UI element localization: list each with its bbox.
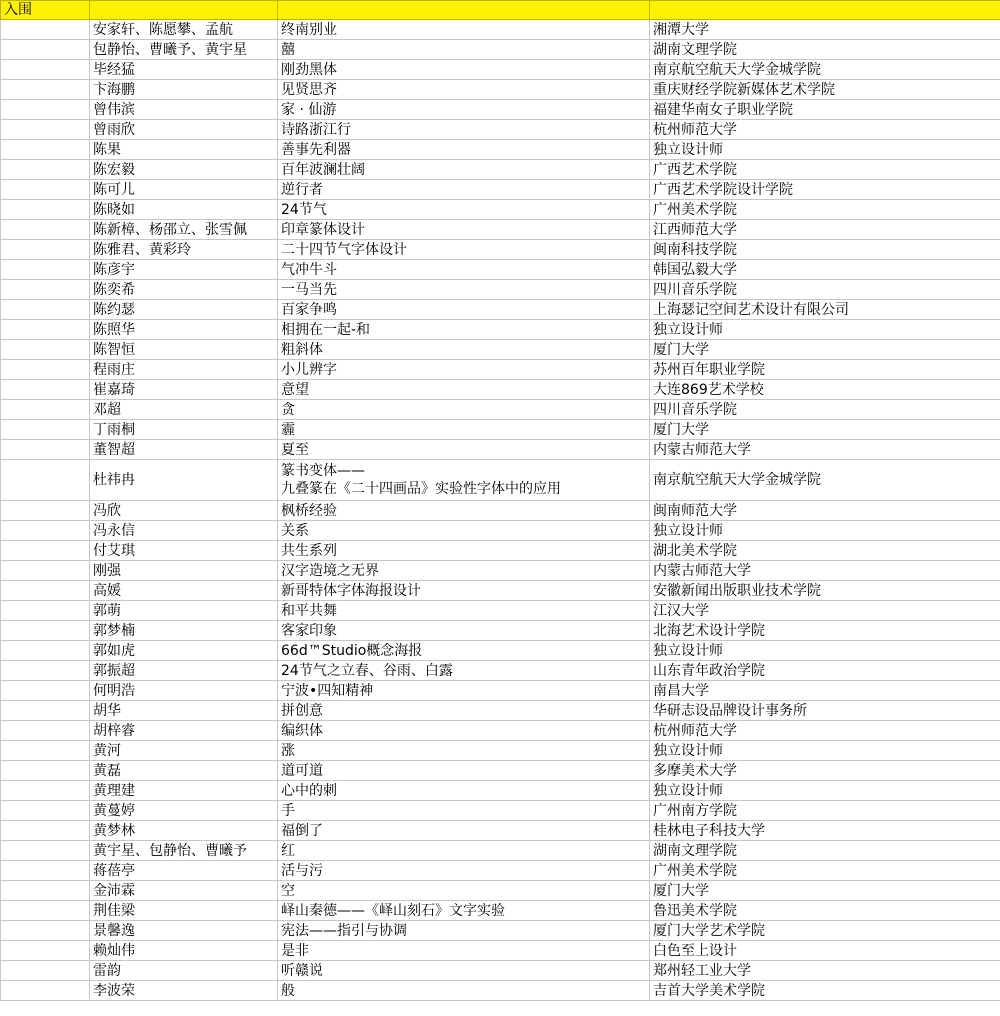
school-cell[interactable]: 华研志设品牌设计事务所: [650, 701, 1000, 721]
row-blank-cell[interactable]: [1, 220, 90, 240]
table-row: [1, 841, 1000, 861]
table-row: [1, 581, 1000, 601]
name-cell[interactable]: 冯欣: [90, 501, 278, 521]
school-cell[interactable]: 独立设计师: [650, 521, 1000, 541]
title-cell[interactable]: 刚劲黑体: [278, 60, 650, 80]
title-cell[interactable]: 夏至: [278, 440, 650, 460]
table-row: [1, 60, 1000, 80]
table-row: [1, 140, 1000, 160]
title-cell[interactable]: 客家印象: [278, 621, 650, 641]
table-row: [1, 300, 1000, 320]
school-cell[interactable]: 广西艺术学院: [650, 160, 1000, 180]
title-cell[interactable]: 汉字造境之无界: [278, 561, 650, 581]
title-cell[interactable]: 小儿辨字: [278, 360, 650, 380]
row-blank-cell[interactable]: [1, 60, 90, 80]
title-cell[interactable]: 贪: [278, 400, 650, 420]
name-cell[interactable]: 陈晓如: [90, 200, 278, 220]
name-cell[interactable]: 胡梓睿: [90, 721, 278, 741]
row-blank-cell[interactable]: [1, 761, 90, 781]
school-cell[interactable]: 安徽新闻出版职业技术学院: [650, 581, 1000, 601]
row-blank-cell[interactable]: [1, 340, 90, 360]
school-cell[interactable]: 桂林电子科技大学: [650, 821, 1000, 841]
school-cell[interactable]: 吉首大学美术学院: [650, 981, 1000, 1001]
school-cell[interactable]: 江汉大学: [650, 601, 1000, 621]
name-cell[interactable]: 陈果: [90, 140, 278, 160]
row-blank-cell[interactable]: [1, 20, 90, 40]
school-cell[interactable]: 韩国弘毅大学: [650, 260, 1000, 280]
row-blank-cell[interactable]: [1, 200, 90, 220]
table-row: [1, 460, 1000, 501]
school-cell[interactable]: 广州美术学院: [650, 861, 1000, 881]
row-blank-cell[interactable]: [1, 961, 90, 981]
row-blank-cell[interactable]: [1, 320, 90, 340]
row-blank-cell[interactable]: [1, 440, 90, 460]
table-row: [1, 861, 1000, 881]
row-blank-cell[interactable]: [1, 601, 90, 621]
name-cell[interactable]: 郭萌: [90, 601, 278, 621]
school-cell[interactable]: 独立设计师: [650, 781, 1000, 801]
row-blank-cell[interactable]: [1, 621, 90, 641]
row-blank-cell[interactable]: [1, 641, 90, 661]
name-cell[interactable]: 陈奕希: [90, 280, 278, 300]
school-cell[interactable]: 闽南科技学院: [650, 240, 1000, 260]
name-cell[interactable]: 黄磊: [90, 761, 278, 781]
title-cell[interactable]: 活与污: [278, 861, 650, 881]
title-cell[interactable]: 百家争鸣: [278, 300, 650, 320]
title-cell[interactable]: 福倒了: [278, 821, 650, 841]
school-cell[interactable]: 苏州百年职业学院: [650, 360, 1000, 380]
name-cell[interactable]: 金沛霖: [90, 881, 278, 901]
row-blank-cell[interactable]: [1, 180, 90, 200]
table-row: [1, 40, 1000, 60]
row-blank-cell[interactable]: [1, 120, 90, 140]
row-blank-cell[interactable]: [1, 841, 90, 861]
name-cell[interactable]: 程雨庄: [90, 360, 278, 380]
header-cell[interactable]: [650, 1, 1000, 20]
row-blank-cell[interactable]: [1, 360, 90, 380]
name-cell[interactable]: 景馨逸: [90, 921, 278, 941]
name-cell[interactable]: 付艾琪: [90, 541, 278, 561]
school-cell[interactable]: 山东青年政治学院: [650, 661, 1000, 681]
title-cell[interactable]: 意望: [278, 380, 650, 400]
school-cell[interactable]: 广州美术学院: [650, 200, 1000, 220]
title-cell[interactable]: 编织体: [278, 721, 650, 741]
table-row: [1, 80, 1000, 100]
row-blank-cell[interactable]: [1, 941, 90, 961]
title-cell[interactable]: 终南别业: [278, 20, 650, 40]
title-cell[interactable]: 66d™Studio概念海报: [278, 641, 650, 661]
school-cell[interactable]: 大连869艺术学校: [650, 380, 1000, 400]
table-row: [1, 380, 1000, 400]
school-cell[interactable]: 内蒙古师范大学: [650, 561, 1000, 581]
name-cell[interactable]: 陈彦宇: [90, 260, 278, 280]
title-cell[interactable]: 心中的刺: [278, 781, 650, 801]
table-row: [1, 260, 1000, 280]
title-cell[interactable]: 二十四节气字体设计: [278, 240, 650, 260]
name-cell[interactable]: 陈智恒: [90, 340, 278, 360]
school-cell[interactable]: 湘潭大学: [650, 20, 1000, 40]
title-cell[interactable]: 家 · 仙游: [278, 100, 650, 120]
row-blank-cell[interactable]: [1, 380, 90, 400]
row-blank-cell[interactable]: [1, 581, 90, 601]
school-cell[interactable]: 广州南方学院: [650, 801, 1000, 821]
school-cell[interactable]: 独立设计师: [650, 641, 1000, 661]
school-cell[interactable]: 内蒙古师范大学: [650, 440, 1000, 460]
name-cell[interactable]: 丁雨桐: [90, 420, 278, 440]
row-blank-cell[interactable]: [1, 420, 90, 440]
school-cell[interactable]: 独立设计师: [650, 741, 1000, 761]
school-cell[interactable]: 上海瑟记空间艺术设计有限公司: [650, 300, 1000, 320]
table-row: [1, 200, 1000, 220]
title-cell[interactable]: 是非: [278, 941, 650, 961]
table-row: [1, 881, 1000, 901]
name-cell[interactable]: 冯永信: [90, 521, 278, 541]
title-cell[interactable]: 拼创意: [278, 701, 650, 721]
table-row: [1, 961, 1000, 981]
table-row: [1, 420, 1000, 440]
name-cell[interactable]: 何明浩: [90, 681, 278, 701]
name-cell[interactable]: 安家轩、陈愿攀、孟航: [90, 20, 278, 40]
row-blank-cell[interactable]: [1, 400, 90, 420]
name-cell[interactable]: 赖灿伟: [90, 941, 278, 961]
name-cell[interactable]: 卞海鹏: [90, 80, 278, 100]
row-blank-cell[interactable]: [1, 40, 90, 60]
title-cell[interactable]: 诗路浙江行: [278, 120, 650, 140]
table-row: [1, 240, 1000, 260]
name-cell[interactable]: 高媛: [90, 581, 278, 601]
table-row: [1, 701, 1000, 721]
row-blank-cell[interactable]: [1, 240, 90, 260]
name-cell[interactable]: 胡华: [90, 701, 278, 721]
row-blank-cell[interactable]: [1, 140, 90, 160]
table-row: [1, 901, 1000, 921]
name-cell[interactable]: 崔嘉琦: [90, 380, 278, 400]
name-cell[interactable]: 荆佳梁: [90, 901, 278, 921]
table-row: [1, 360, 1000, 380]
title-cell[interactable]: 宪法——指引与协调: [278, 921, 650, 941]
name-cell[interactable]: 李波荣: [90, 981, 278, 1001]
row-blank-cell[interactable]: [1, 80, 90, 100]
row-blank-cell[interactable]: [1, 661, 90, 681]
school-cell[interactable]: 四川音乐学院: [650, 400, 1000, 420]
title-cell[interactable]: 百年波澜壮阔: [278, 160, 650, 180]
row-blank-cell[interactable]: [1, 721, 90, 741]
table-row: [1, 541, 1000, 561]
name-cell[interactable]: 郭梦楠: [90, 621, 278, 641]
name-cell[interactable]: 包静怡、曹曦予、黄宇星: [90, 40, 278, 60]
school-cell[interactable]: 杭州师范大学: [650, 721, 1000, 741]
name-cell[interactable]: 陈可儿: [90, 180, 278, 200]
school-cell[interactable]: 鲁迅美术学院: [650, 901, 1000, 921]
title-cell[interactable]: 囍: [278, 40, 650, 60]
row-blank-cell[interactable]: [1, 521, 90, 541]
title-cell[interactable]: 24节气: [278, 200, 650, 220]
title-cell[interactable]: 峄山秦德——《峄山刻石》文字实验: [278, 901, 650, 921]
name-cell[interactable]: 黄宇星、包静怡、曹曦予: [90, 841, 278, 861]
title-cell[interactable]: 关系: [278, 521, 650, 541]
school-cell[interactable]: 北海艺术设计学院: [650, 621, 1000, 641]
table-row: [1, 821, 1000, 841]
school-cell[interactable]: 独立设计师: [650, 140, 1000, 160]
title-cell[interactable]: 涨: [278, 741, 650, 761]
title-cell[interactable]: 枫桥经验: [278, 501, 650, 521]
school-cell[interactable]: 南昌大学: [650, 681, 1000, 701]
table-row: [1, 20, 1000, 40]
row-blank-cell[interactable]: [1, 300, 90, 320]
name-cell[interactable]: 邓超: [90, 400, 278, 420]
title-cell[interactable]: 霾: [278, 420, 650, 440]
header-cell[interactable]: [90, 1, 278, 20]
row-blank-cell[interactable]: [1, 981, 90, 1001]
title-cell[interactable]: [278, 460, 650, 501]
title-line-1: 篆书变体——: [281, 463, 365, 479]
table-row: [1, 160, 1000, 180]
table-row: [1, 641, 1000, 661]
title-cell[interactable]: 见贤思齐: [278, 80, 650, 100]
table-row: [1, 180, 1000, 200]
name-cell[interactable]: 蒋蓓亭: [90, 861, 278, 881]
row-blank-cell[interactable]: [1, 100, 90, 120]
name-cell[interactable]: 黄梦林: [90, 821, 278, 841]
table-row: [1, 280, 1000, 300]
title-cell[interactable]: 气冲牛斗: [278, 260, 650, 280]
table-row: [1, 561, 1000, 581]
table-row: [1, 120, 1000, 140]
title-cell[interactable]: 粗斜体: [278, 340, 650, 360]
header-cell[interactable]: [278, 1, 650, 20]
title-cell[interactable]: 共生系列: [278, 541, 650, 561]
table-row: [1, 661, 1000, 681]
table-row: [1, 521, 1000, 541]
table-row: [1, 601, 1000, 621]
row-blank-cell[interactable]: [1, 821, 90, 841]
school-cell[interactable]: 南京航空航天大学金城学院: [650, 460, 1000, 501]
title-cell[interactable]: 相拥在一起-和: [278, 320, 650, 340]
title-cell[interactable]: 红: [278, 841, 650, 861]
school-cell[interactable]: 厦门大学: [650, 340, 1000, 360]
school-cell[interactable]: 厦门大学: [650, 420, 1000, 440]
school-cell[interactable]: 多摩美术大学: [650, 761, 1000, 781]
title-cell[interactable]: 手: [278, 801, 650, 821]
name-cell[interactable]: 曾雨欣: [90, 120, 278, 140]
table-row: [1, 400, 1000, 420]
row-blank-cell[interactable]: [1, 861, 90, 881]
row-blank-cell[interactable]: [1, 160, 90, 180]
table-row: [1, 320, 1000, 340]
name-cell[interactable]: 郭如虎: [90, 641, 278, 661]
row-blank-cell[interactable]: [1, 881, 90, 901]
title-cell[interactable]: 听赣说: [278, 961, 650, 981]
school-cell[interactable]: 独立设计师: [650, 320, 1000, 340]
title-cell[interactable]: 印章篆体设计: [278, 220, 650, 240]
row-blank-cell[interactable]: [1, 260, 90, 280]
name-cell[interactable]: 毕经猛: [90, 60, 278, 80]
school-cell[interactable]: 重庆财经学院新媒体艺术学院: [650, 80, 1000, 100]
title-line-2: 九叠篆在《二十四画品》实验性字体中的应用: [281, 481, 561, 497]
name-cell[interactable]: 曾伟滨: [90, 100, 278, 120]
header-row: [1, 1, 1000, 20]
name-cell[interactable]: 陈约瑟: [90, 300, 278, 320]
name-cell[interactable]: 陈雅君、黄彩玲: [90, 240, 278, 260]
school-cell[interactable]: 福建华南女子职业学院: [650, 100, 1000, 120]
school-cell[interactable]: 白色至上设计: [650, 941, 1000, 961]
row-blank-cell[interactable]: [1, 681, 90, 701]
table-row: [1, 100, 1000, 120]
row-blank-cell[interactable]: [1, 781, 90, 801]
table-row: [1, 440, 1000, 460]
name-cell[interactable]: 黄蔓婷: [90, 801, 278, 821]
table-row: [1, 921, 1000, 941]
title-cell[interactable]: 空: [278, 881, 650, 901]
row-blank-cell[interactable]: [1, 701, 90, 721]
table-row: [1, 781, 1000, 801]
title-cell[interactable]: 一马当先: [278, 280, 650, 300]
title-cell[interactable]: 24节气之立春、谷雨、白露: [278, 661, 650, 681]
row-blank-cell[interactable]: [1, 901, 90, 921]
name-cell[interactable]: 陈宏毅: [90, 160, 278, 180]
table-row: [1, 801, 1000, 821]
table-row: [1, 981, 1000, 1001]
school-cell[interactable]: 四川音乐学院: [650, 280, 1000, 300]
header-cell-shortlisted[interactable]: 入围: [1, 1, 90, 20]
name-cell[interactable]: 雷韵: [90, 961, 278, 981]
title-cell[interactable]: 宁波•四知精神: [278, 681, 650, 701]
title-cell[interactable]: 道可道: [278, 761, 650, 781]
school-cell[interactable]: 厦门大学: [650, 881, 1000, 901]
table-row: [1, 621, 1000, 641]
row-blank-cell[interactable]: [1, 460, 90, 501]
title-cell[interactable]: 善事先利器: [278, 140, 650, 160]
school-cell[interactable]: 湖南文理学院: [650, 40, 1000, 60]
table-row: [1, 741, 1000, 761]
title-cell[interactable]: 逆行者: [278, 180, 650, 200]
school-cell[interactable]: 江西师范大学: [650, 220, 1000, 240]
name-cell[interactable]: 杜祎冉: [90, 460, 278, 501]
title-cell[interactable]: 新哥特体字体海报设计: [278, 581, 650, 601]
name-cell[interactable]: 董智超: [90, 440, 278, 460]
title-cell[interactable]: 般: [278, 981, 650, 1001]
name-cell[interactable]: 黄河: [90, 741, 278, 761]
row-blank-cell[interactable]: [1, 921, 90, 941]
table-row: [1, 340, 1000, 360]
table-row: [1, 220, 1000, 240]
name-cell[interactable]: 郭振超: [90, 661, 278, 681]
table-row: [1, 761, 1000, 781]
row-blank-cell[interactable]: [1, 741, 90, 761]
school-cell[interactable]: 湖南文理学院: [650, 841, 1000, 861]
school-cell[interactable]: 闽南师范大学: [650, 501, 1000, 521]
row-blank-cell[interactable]: [1, 561, 90, 581]
school-cell[interactable]: 厦门大学艺术学院: [650, 921, 1000, 941]
row-blank-cell[interactable]: [1, 280, 90, 300]
name-cell[interactable]: 刚强: [90, 561, 278, 581]
school-cell[interactable]: 广西艺术学院设计学院: [650, 180, 1000, 200]
row-blank-cell[interactable]: [1, 541, 90, 561]
name-cell[interactable]: 陈新樟、杨邵立、张雪佩: [90, 220, 278, 240]
school-cell[interactable]: 湖北美术学院: [650, 541, 1000, 561]
row-blank-cell[interactable]: [1, 801, 90, 821]
table-row: [1, 681, 1000, 701]
school-cell[interactable]: 杭州师范大学: [650, 120, 1000, 140]
table-row: [1, 501, 1000, 521]
table-row: [1, 721, 1000, 741]
table-row: [1, 941, 1000, 961]
title-cell[interactable]: 和平共舞: [278, 601, 650, 621]
row-blank-cell[interactable]: [1, 501, 90, 521]
name-cell[interactable]: 陈照华: [90, 320, 278, 340]
school-cell[interactable]: 郑州轻工业大学: [650, 961, 1000, 981]
name-cell[interactable]: 黄理建: [90, 781, 278, 801]
school-cell[interactable]: 南京航空航天大学金城学院: [650, 60, 1000, 80]
